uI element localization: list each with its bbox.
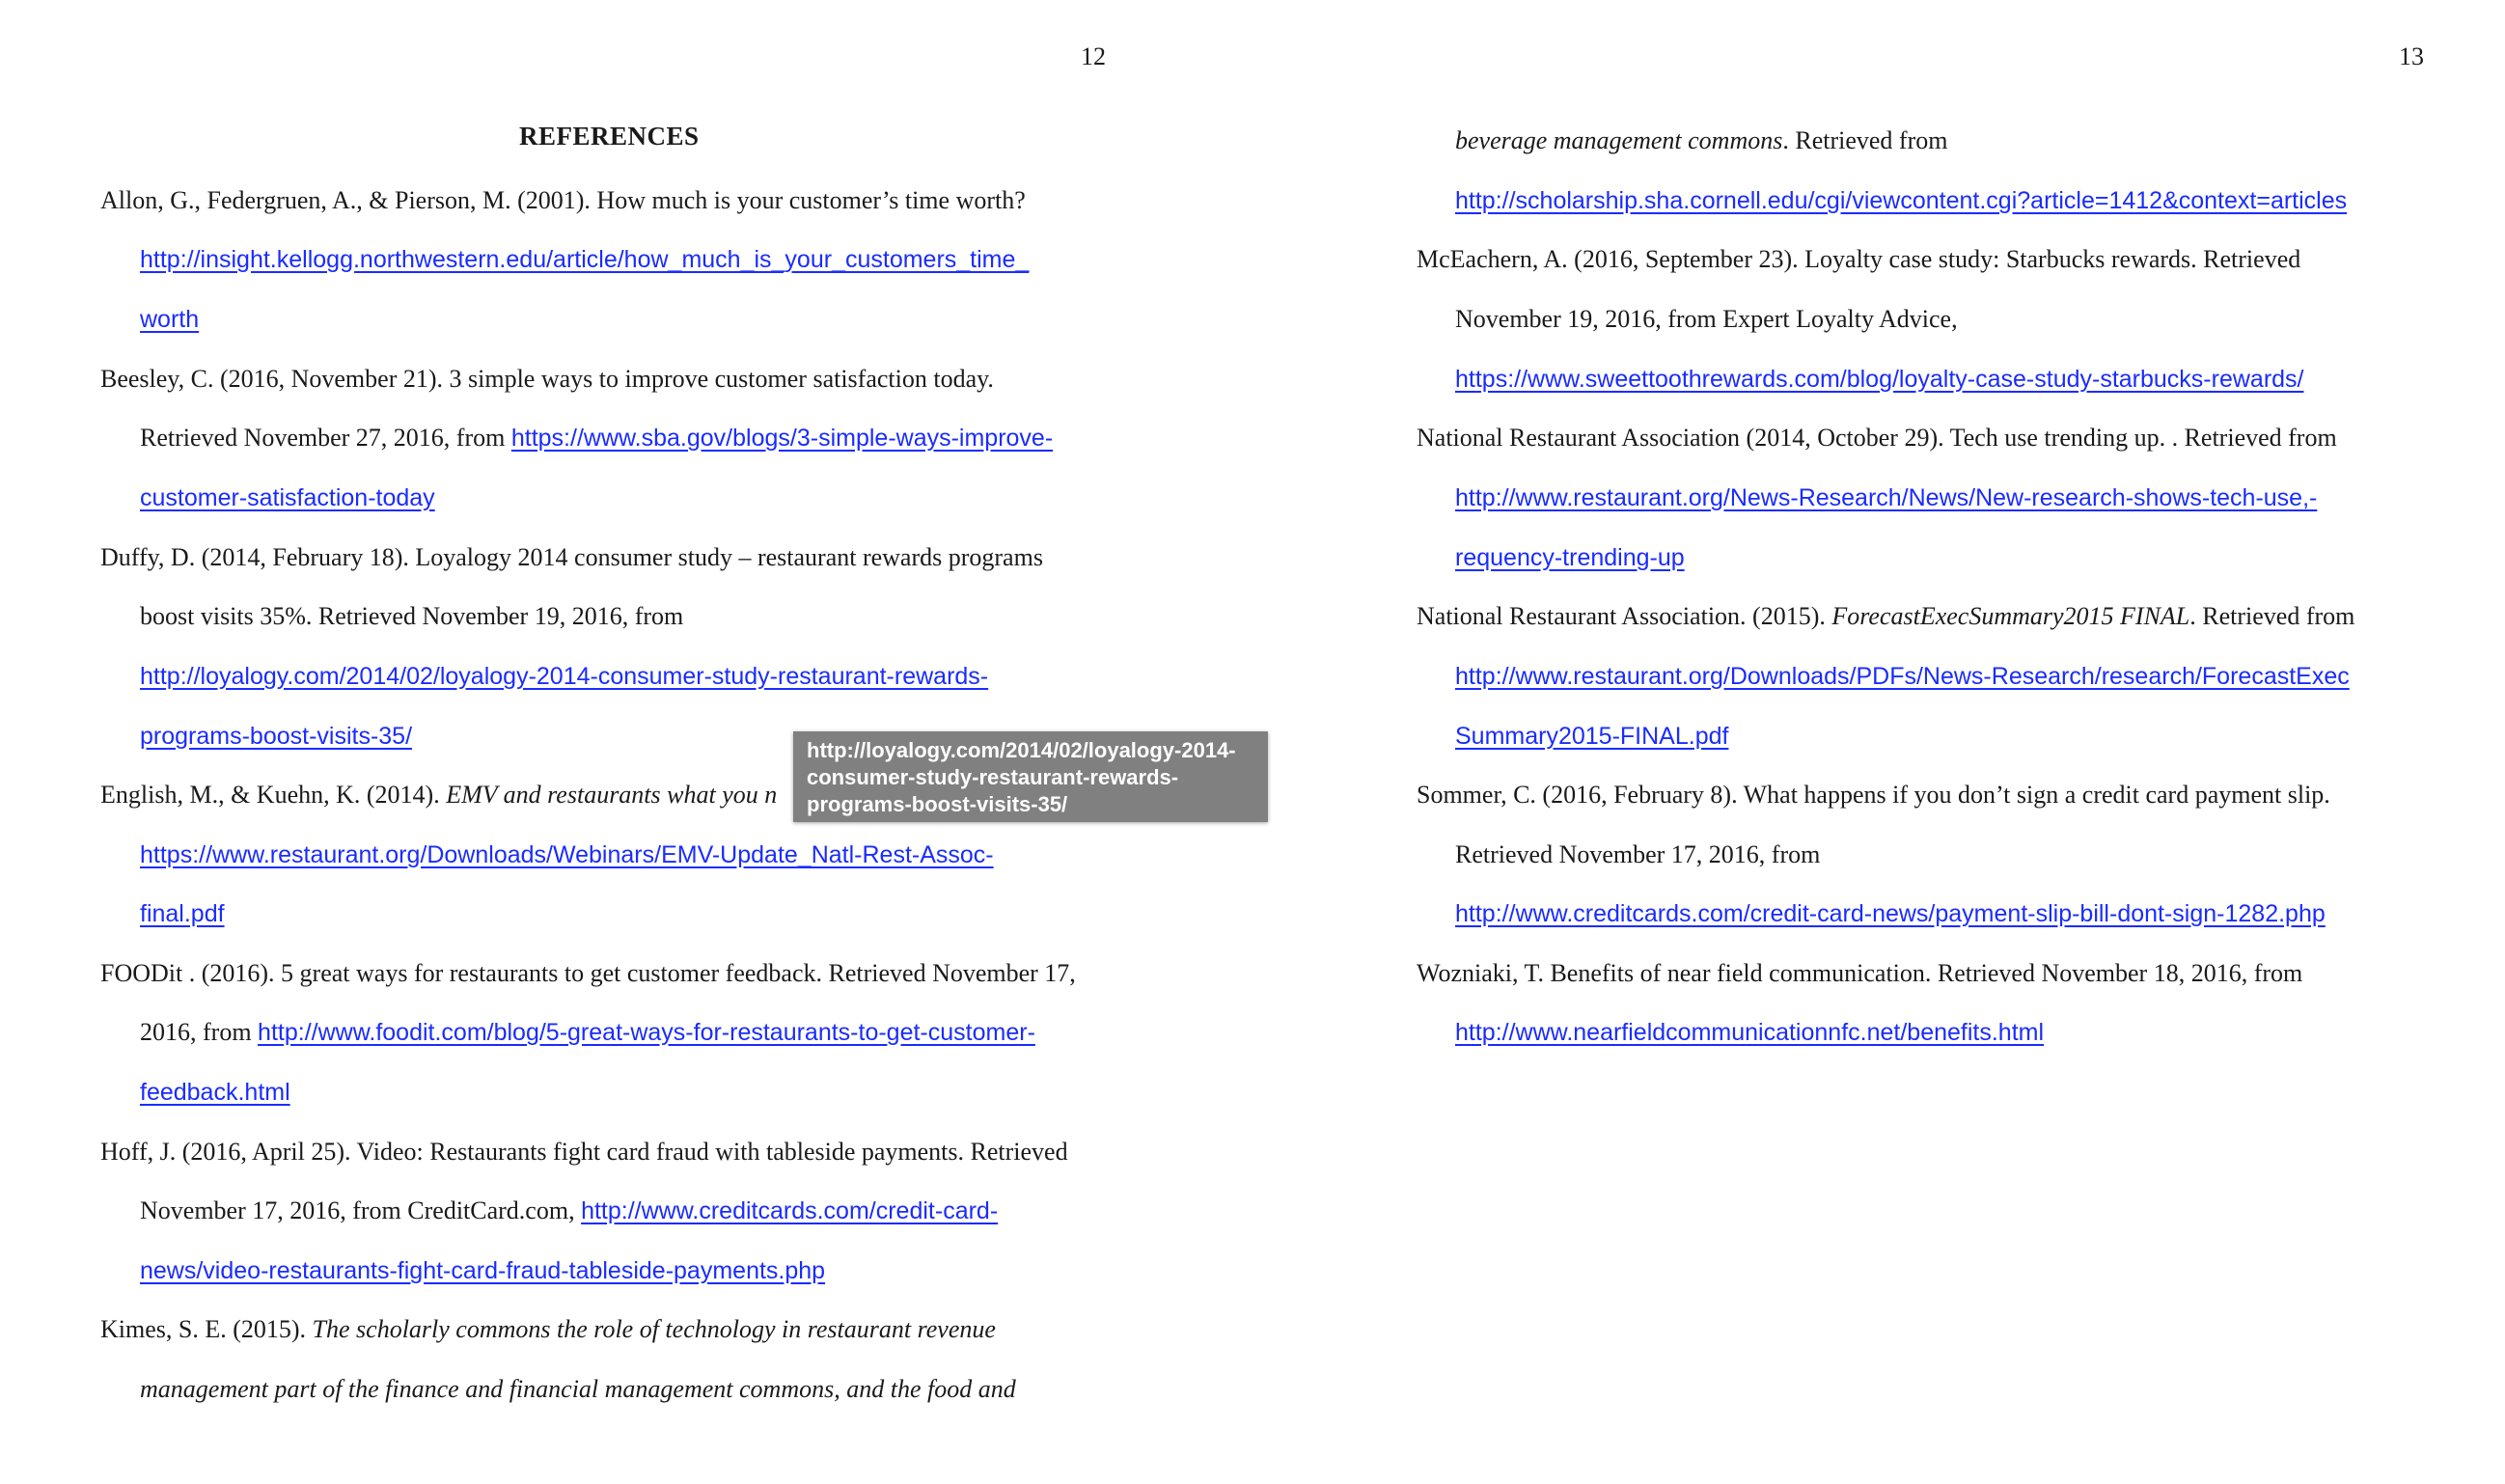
reference-hoff: [100, 1140, 1068, 1165]
reference-text: Wozniaki, T. Benefits of near field communication. Retrieved November 18, 2016, from: [1417, 959, 2303, 987]
allon-url-part1[interactable]: http://insight.kellogg.northwestern.edu/article/how_much_is_your_customers_time_: [140, 246, 1030, 273]
reference-english-line2: [140, 842, 994, 867]
tooltip-line: consumer-study-restaurant-rewards-: [807, 765, 1179, 789]
reference-text: National Restaurant Association (2014, October 29). Tech use trending up. . Retrieved from: [1417, 424, 2337, 452]
reference-beesley: [100, 367, 994, 392]
reference-beesley-line2: [140, 426, 1053, 451]
reference-nra-2015-line2: [1455, 664, 2350, 689]
reference-text: Allon, G., Federgruen, A., & Pierson, M. (2001). How much is your customer’s time worth?: [100, 186, 1026, 214]
duffy-url-part2[interactable]: programs-boost-visits-35/: [140, 723, 413, 750]
reference-foodit-line2: [140, 1020, 1035, 1045]
reference-sommer: [1417, 783, 2330, 808]
reference-text: Duffy, D. (2014, February 18). Loyalogy 2014 consumer study – restaurant rewards programs: [100, 543, 1043, 571]
reference-allon-link-cont: [140, 307, 199, 332]
reference-nra-2014-line2: [1455, 485, 2317, 510]
reference-title: The scholarly commons the role of technology in restaurant revenue: [312, 1315, 996, 1343]
kimes-url[interactable]: http://scholarship.sha.cornell.edu/cgi/viewcontent.cgi?article=1412&context=articles: [1455, 187, 2348, 214]
reference-wozniaki: [1417, 961, 2302, 986]
allon-url-part2[interactable]: worth: [140, 306, 200, 333]
tooltip-line: programs-boost-visits-35/: [807, 792, 1068, 816]
references-heading: REFERENCES: [519, 122, 700, 151]
reference-allon: [100, 188, 1026, 213]
duffy-url-part1[interactable]: http://loyalogy.com/2014/02/loyalogy-2014-consumer-study-restaurant-rewards-: [140, 663, 989, 690]
page-number: 13: [2399, 42, 2424, 70]
reference-wozniaki-line2: [1455, 1020, 2044, 1045]
beesley-url-part2[interactable]: customer-satisfaction-today: [140, 484, 435, 511]
reference-text: National Restaurant Association. (2015).: [1417, 602, 1832, 630]
reference-title: beverage management commons: [1455, 126, 1783, 154]
reference-mceachern-line3: [1455, 367, 2304, 392]
reference-duffy: [100, 545, 1043, 570]
reference-allon-link: [140, 247, 1029, 272]
nra2015-url-part2[interactable]: Summary2015-FINAL.pdf: [1455, 723, 1729, 750]
reference-hoff-line3: [140, 1258, 825, 1283]
reference-title: EMV and restaurants what you n: [446, 781, 778, 809]
reference-kimes-link: [1455, 188, 2347, 213]
reference-mceachern: [1417, 247, 2300, 272]
reference-sommer-line3: [1455, 901, 2326, 926]
page-number: 12: [1081, 42, 1106, 70]
reference-beesley-line3: [140, 485, 435, 510]
beesley-url-part1[interactable]: https://www.sba.gov/blogs/3-simple-ways-improve-: [510, 425, 1054, 452]
reference-text: . Retrieved from: [1782, 126, 1948, 154]
hoff-url-part1[interactable]: http://www.creditcards.com/credit-card-: [581, 1197, 999, 1224]
reference-text: . Retrieved from: [2189, 602, 2355, 630]
reference-text: Retrieved November 27, 2016, from: [140, 424, 511, 452]
reference-nra-2015-line3: [1455, 724, 1728, 749]
reference-text: boost visits 35%. Retrieved November 19, 2016, from: [140, 602, 684, 630]
page-13: [1252, 0, 2505, 1484]
foodit-url-part2[interactable]: feedback.html: [140, 1079, 290, 1106]
foodit-url-part1[interactable]: http://www.foodit.com/blog/5-great-ways-for-restaurants-to-get-customer-: [258, 1019, 1035, 1046]
reference-foodit: [100, 961, 1076, 986]
reference-text: Hoff, J. (2016, April 25). Video: Restaurants fight card fraud with tableside payments. Retrieved: [100, 1138, 1068, 1166]
reference-kimes-cont: [1455, 128, 1947, 153]
reference-text: McEachern, A. (2016, September 23). Loyalty case study: Starbucks rewards. Retrieved: [1417, 245, 2301, 273]
reference-duffy-line2: [140, 604, 683, 629]
reference-text: FOODit . (2016). 5 great ways for restaurants to get customer feedback. Retrieved November 17,: [100, 959, 1076, 987]
reference-text: Beesley, C. (2016, November 21). 3 simple ways to improve customer satisfaction today.: [100, 365, 994, 393]
nra2015-url-part1[interactable]: http://www.restaurant.org/Downloads/PDFs/News-Research/research/ForecastExec: [1455, 663, 2350, 690]
reference-title: ForecastExecSummary2015 FINAL: [1831, 602, 2190, 630]
reference-text: English, M., & Kuehn, K. (2014).: [100, 781, 447, 809]
reference-sommer-line2: [1455, 842, 1820, 867]
tooltip-line: http://loyalogy.com/2014/02/loyalogy-2014-: [807, 738, 1236, 762]
reference-mceachern-line2: [1455, 307, 1958, 332]
reference-english-line3: [140, 901, 225, 926]
reference-text: Sommer, C. (2016, February 8). What happens if you don’t sign a credit card payment slip.: [1417, 781, 2330, 809]
reference-text: November 17, 2016, from CreditCard.com,: [140, 1196, 582, 1224]
reference-duffy-line3: [140, 664, 988, 689]
reference-text: November 19, 2016, from Expert Loyalty Advice,: [1455, 305, 1958, 333]
reference-kimes: [100, 1317, 996, 1342]
link-hover-tooltip: [793, 731, 1268, 822]
reference-english: [100, 783, 777, 808]
reference-title: management part of the finance and financial management commons, and the food and: [140, 1375, 1016, 1403]
reference-nra-2014-line3: [1455, 545, 1685, 570]
reference-nra-2014: [1417, 426, 2337, 451]
wozniaki-url[interactable]: http://www.nearfieldcommunicationnfc.net/benefits.html: [1455, 1019, 2045, 1046]
hoff-url-part2[interactable]: news/video-restaurants-fight-card-fraud-tableside-payments.php: [140, 1257, 826, 1284]
reference-hoff-line2: [140, 1198, 998, 1223]
english-url-part2[interactable]: final.pdf: [140, 900, 225, 927]
mceachern-url[interactable]: https://www.sweettoothrewards.com/blog/loyalty-case-study-starbucks-rewards/: [1455, 366, 2304, 393]
reference-duffy-line4: [140, 724, 412, 749]
reference-text: Retrieved November 17, 2016, from: [1455, 840, 1821, 868]
reference-text: 2016, from: [140, 1018, 259, 1046]
reference-nra-2015: [1417, 604, 2354, 629]
sommer-url[interactable]: http://www.creditcards.com/credit-card-news/payment-slip-bill-dont-sign-1282.php: [1455, 900, 2326, 927]
reference-kimes-line2: [140, 1377, 1016, 1402]
nra2014-url-part1[interactable]: http://www.restaurant.org/News-Research/News/New-research-shows-tech-use,-: [1455, 484, 2318, 511]
nra2014-url-part2[interactable]: requency-trending-up: [1455, 544, 1685, 571]
reference-foodit-line3: [140, 1080, 290, 1105]
english-url-part1[interactable]: https://www.restaurant.org/Downloads/Webinars/EMV-Update_Natl-Rest-Assoc-: [140, 841, 994, 868]
reference-text: Kimes, S. E. (2015).: [100, 1315, 313, 1343]
